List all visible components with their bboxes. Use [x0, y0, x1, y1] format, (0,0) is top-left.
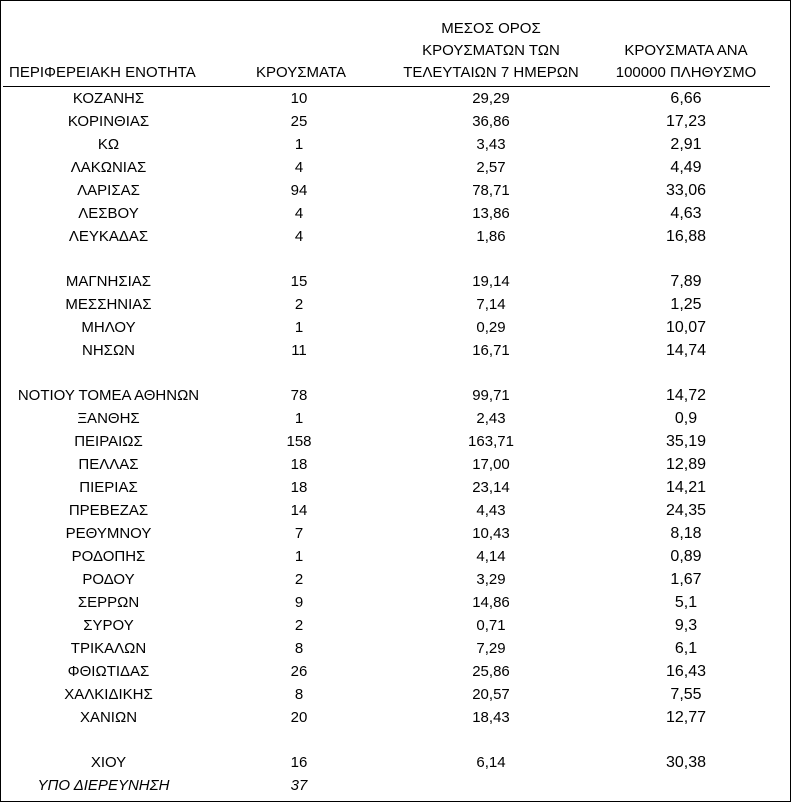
cell-cases: 1 — [294, 319, 304, 336]
cell-per100k: 10,07 — [665, 319, 707, 336]
cell-region: ΠΕΙΡΑΙΩΣ — [74, 433, 143, 450]
cell-region: ΛΕΣΒΟΥ — [78, 205, 139, 222]
cell-per100k: 14,21 — [665, 479, 707, 496]
cell-per100k: 17,23 — [665, 113, 707, 130]
cell-per100k: 4,63 — [670, 205, 702, 222]
cell-per100k: 14,74 — [665, 342, 707, 359]
header-avg7-line1: ΜΕΣΟΣ ΟΡΟΣ — [441, 20, 541, 37]
cell-per100k: 1,25 — [670, 296, 702, 313]
row-spacer — [1, 362, 790, 384]
cell-per100k: 12,89 — [665, 456, 707, 473]
row-spacer — [1, 729, 790, 751]
cell-cases: 1 — [294, 136, 304, 153]
cell-avg7: 6,14 — [476, 754, 506, 771]
cell-avg7: 7,29 — [476, 640, 506, 657]
table-row — [1, 614, 790, 637]
cell-avg7: 36,86 — [472, 113, 510, 130]
table-row — [1, 751, 790, 774]
cell-per100k: 6,1 — [674, 640, 698, 657]
table-row — [1, 270, 790, 293]
cell-cases: 37 — [290, 777, 308, 794]
cell-per100k: 16,88 — [665, 228, 707, 245]
cell-cases: 2 — [294, 571, 304, 588]
header-per100k — [596, 40, 776, 84]
cell-region: ΤΡΙΚΑΛΩΝ — [70, 640, 147, 657]
row-spacer — [1, 248, 790, 270]
cell-cases: 20 — [290, 709, 308, 726]
cell-per100k: 6,66 — [670, 90, 702, 107]
table-row — [1, 568, 790, 591]
table-row — [1, 476, 790, 499]
table-row — [1, 202, 790, 225]
cell-cases: 4 — [294, 205, 304, 222]
cell-region: ΠΙΕΡΙΑΣ — [79, 479, 138, 496]
header-avg7-line2: ΚΡΟΥΣΜΑΤΩΝ ΤΩΝ — [422, 42, 560, 59]
cell-cases: 26 — [290, 663, 308, 680]
cell-region: ΠΡΕΒΕΖΑΣ — [68, 502, 149, 519]
cell-avg7: 17,00 — [472, 456, 510, 473]
cell-per100k: 5,1 — [674, 594, 698, 611]
cell-avg7: 4,14 — [476, 548, 506, 565]
cell-per100k: 30,38 — [665, 754, 707, 771]
cell-per100k: 33,06 — [665, 182, 707, 199]
cell-per100k: 24,35 — [665, 502, 707, 519]
table-row — [1, 522, 790, 545]
table-row — [1, 499, 790, 522]
table-row — [1, 339, 790, 362]
cell-avg7: 0,29 — [476, 319, 506, 336]
cell-per100k: 35,19 — [665, 433, 707, 450]
cell-region: ΡΟΔΟΥ — [82, 571, 135, 588]
cell-region: ΞΑΝΘΗΣ — [77, 410, 140, 427]
table-row — [1, 110, 790, 133]
cell-region: ΡΟΔΟΠΗΣ — [71, 548, 146, 565]
table-row — [1, 683, 790, 706]
cell-per100k: 2,91 — [670, 136, 702, 153]
cell-cases: 14 — [290, 502, 308, 519]
cell-avg7: 10,43 — [472, 525, 510, 542]
cell-avg7: 23,14 — [472, 479, 510, 496]
header-avg7 — [391, 18, 591, 84]
cell-cases: 16 — [290, 754, 308, 771]
table-row — [1, 225, 790, 248]
cell-avg7: 2,43 — [476, 410, 506, 427]
table-row — [1, 87, 790, 110]
cell-region: ΠΕΛΛΑΣ — [78, 456, 139, 473]
cell-cases: 2 — [294, 617, 304, 634]
cell-avg7: 163,71 — [468, 433, 514, 450]
cell-region: ΜΑΓΝΗΣΙΑΣ — [65, 273, 152, 290]
cell-region: ΧΙΟΥ — [90, 754, 127, 771]
table-row — [1, 384, 790, 407]
cell-per100k: 14,72 — [665, 387, 707, 404]
cell-region: ΚΩ — [97, 136, 120, 153]
cell-per100k: 7,89 — [670, 273, 702, 290]
cell-per100k: 9,3 — [674, 617, 698, 634]
cell-avg7: 99,71 — [472, 387, 510, 404]
cell-avg7: 25,86 — [472, 663, 510, 680]
table-row — [1, 156, 790, 179]
cell-cases: 4 — [294, 159, 304, 176]
table-row — [1, 706, 790, 729]
cell-region: ΛΕΥΚΑΔΑΣ — [68, 228, 149, 245]
cell-per100k: 12,77 — [665, 709, 707, 726]
cell-avg7: 16,71 — [472, 342, 510, 359]
cell-avg7: 13,86 — [472, 205, 510, 222]
header-per100k-line1: ΚΡΟΥΣΜΑΤΑ ΑΝΑ — [624, 42, 748, 59]
header-region: ΠΕΡΙΦΕΡΕΙΑΚΗ ΕΝΟΤΗΤΑ — [9, 64, 196, 81]
cell-region: ΚΟΖΑΝΗΣ — [72, 90, 145, 107]
cell-avg7: 0,71 — [476, 617, 506, 634]
cell-region: ΜΕΣΣΗΝΙΑΣ — [65, 296, 152, 313]
cell-per100k: 7,55 — [670, 686, 702, 703]
table-row — [1, 637, 790, 660]
cell-per100k: 0,9 — [674, 410, 698, 427]
cell-avg7: 7,14 — [476, 296, 506, 313]
cell-avg7: 20,57 — [472, 686, 510, 703]
cell-per100k: 4,49 — [670, 159, 702, 176]
cell-cases: 2 — [294, 296, 304, 313]
cell-avg7: 3,43 — [476, 136, 506, 153]
cell-cases: 94 — [290, 182, 308, 199]
table-row — [1, 407, 790, 430]
cell-cases: 9 — [294, 594, 304, 611]
table-row-under-investigation — [1, 774, 790, 797]
cell-region: ΛΑΚΩΝΙΑΣ — [70, 159, 147, 176]
table-body — [1, 87, 790, 797]
cell-avg7: 29,29 — [472, 90, 510, 107]
cell-avg7: 4,43 — [476, 502, 506, 519]
cell-region: ΣΥΡΟΥ — [83, 617, 134, 634]
table-row — [1, 591, 790, 614]
cell-region: ΛΑΡΙΣΑΣ — [77, 182, 140, 199]
header-avg7-line3: ΤΕΛΕΥΤΑΙΩΝ 7 ΗΜΕΡΩΝ — [403, 64, 579, 81]
cell-cases: 11 — [291, 342, 307, 359]
cell-region: ΣΕΡΡΩΝ — [77, 594, 140, 611]
header-cases: ΚΡΟΥΣΜΑΤΑ — [256, 64, 346, 81]
cell-region: ΝΟΤΙΟΥ ΤΟΜΕΑ ΑΘΗΝΩΝ — [17, 387, 200, 404]
cell-per100k: 1,67 — [670, 571, 702, 588]
table-row — [1, 133, 790, 156]
cell-region: ΡΕΘΥΜΝΟΥ — [65, 525, 152, 542]
cell-region: ΚΟΡΙΝΘΙΑΣ — [67, 113, 150, 130]
cell-cases: 158 — [286, 433, 312, 450]
cell-avg7: 78,71 — [472, 182, 510, 199]
cell-cases: 18 — [290, 456, 308, 473]
cell-region: ΧΑΛΚΙΔΙΚΗΣ — [64, 686, 153, 703]
cell-cases: 1 — [294, 410, 304, 427]
cell-region: ΜΗΛΟΥ — [81, 319, 136, 336]
table-row — [1, 545, 790, 568]
cell-cases: 10 — [290, 90, 308, 107]
cell-cases: 78 — [290, 387, 308, 404]
cell-cases: 7 — [294, 525, 304, 542]
cell-avg7: 18,43 — [472, 709, 510, 726]
cell-region: ΝΗΣΩΝ — [82, 342, 135, 359]
cell-avg7: 3,29 — [476, 571, 506, 588]
cell-region: ΧΑΝΙΩΝ — [79, 709, 138, 726]
cell-cases: 15 — [290, 273, 308, 290]
cell-region: ΦΘΙΩΤΙΔΑΣ — [67, 663, 150, 680]
table-row — [1, 179, 790, 202]
cell-cases: 25 — [290, 113, 308, 130]
header-per100k-line2: 100000 ΠΛΗΘΥΣΜΟ — [615, 64, 757, 81]
table-row — [1, 316, 790, 339]
cell-avg7: 1,86 — [476, 228, 506, 245]
cell-avg7: 14,86 — [472, 594, 510, 611]
cell-avg7: 19,14 — [472, 273, 510, 290]
cell-per100k: 8,18 — [670, 525, 702, 542]
cell-cases: 1 — [294, 548, 304, 565]
cell-per100k: 0,89 — [670, 548, 702, 565]
table-row — [1, 293, 790, 316]
cell-cases: 8 — [294, 640, 304, 657]
table-row — [1, 430, 790, 453]
table-row — [1, 660, 790, 683]
cell-per100k: 16,43 — [665, 663, 707, 680]
cell-avg7: 2,57 — [476, 159, 506, 176]
cell-cases: 4 — [294, 228, 304, 245]
cell-region: ΥΠΟ ΔΙΕΡΕΥΝΗΣΗ — [37, 777, 170, 794]
table-row — [1, 453, 790, 476]
cell-cases: 8 — [294, 686, 304, 703]
cell-cases: 18 — [290, 479, 308, 496]
